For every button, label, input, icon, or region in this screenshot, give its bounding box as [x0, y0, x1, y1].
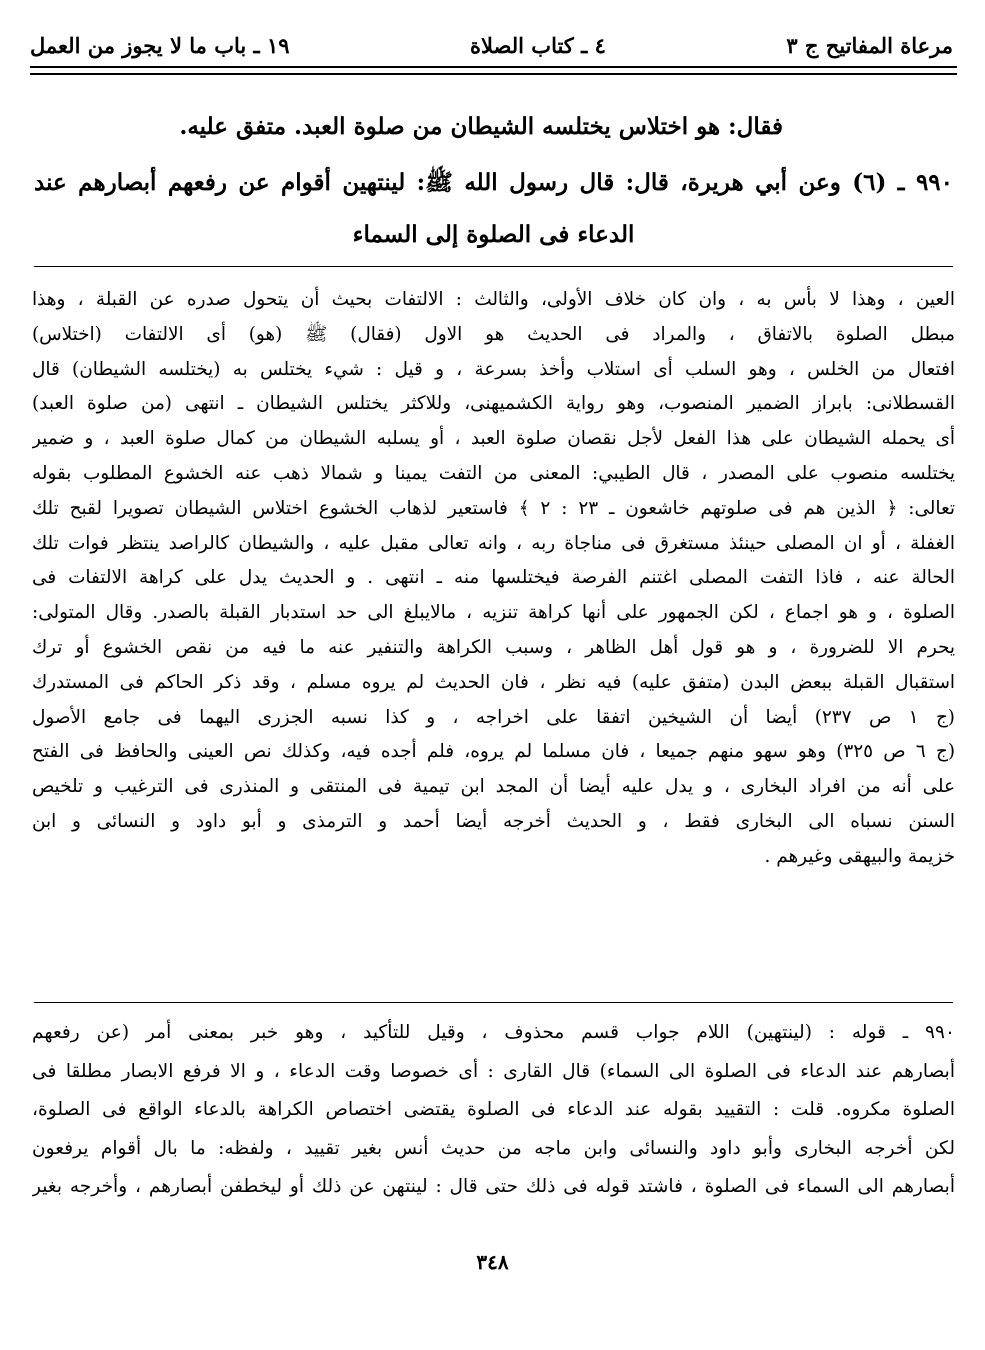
hadith-line-1: فقال: هو اختلاس يختلسه الشيطان من صلوة العبد. متفق عليه. [179, 113, 783, 140]
commentary-line: خزيمة والبيهقى وغيرهم . [764, 845, 955, 867]
note-line: أبصارهم عند الدعاء فى الصلوة الى السماء) قال القارى : أى خصوصا وقت الدعاء ، و الا فرفع الابصار مطلقا فى [32, 1060, 955, 1082]
commentary-line: يختلسه منصوب على المصدر ، قال الطيبي: المعنى من التفت يمينا و شمالا ذهب عنه الخشوع المطلوب بقوله [32, 462, 955, 484]
commentary-line: (ج ٦ ص ٣٢٥) وهو سهو منهم جميعا ، فان مسلما لم يروه، فلم أجده فيه، وكذلك نص العينى والحافظ فى الفتح [32, 741, 955, 763]
commentary-line: يحرم الا للضرورة ، و هو قول أهل الظاهر ، وسبب الكراهة والتنفير عنه ما فيه من نقص الخشوع أو ترك [32, 636, 955, 658]
commentary-line: استقبال القبلة ببعض البدن (متفق عليه) فيه نظر ، فان الحديث لم يروه مسلم ، وقد ذكر الحاكم فى المستدرك [32, 671, 955, 693]
commentary-line: أى يحمله الشيطان على هذا الفعل لأجل نقصان صلوة العبد ، أو يسلبه الشيطان من كمال صلوة العبد ، و ضمير [32, 428, 955, 450]
page-number: ٣٤٨ [476, 1250, 509, 1274]
header-book-title: مرعاة المفاتيح ج ٣ [786, 32, 953, 58]
commentary-line: الغفلة ، أو ان المصلى حينئذ مستغرق فى مناجاة ربه ، وانه تعالى مقبل عليه ، والشيطان كالراصد ينتظر فوات تلك [32, 532, 955, 554]
notes-block [32, 1014, 955, 1207]
notes-separator-rule [34, 1002, 953, 1003]
commentary-line: العين ، وهذا لا بأس به ، وان كان خلاف الأولى، والثالث : الالتفات بحيث أن يتحول صدره عن القبلة ، وهذا [32, 289, 955, 310]
commentary-line: السنن نسباه الى البخارى فقط ، و الحديث أخرجه أيضا أحمد و الترمذى و أبو داود و النسائى و ابن [32, 810, 955, 832]
hadith-line-2: ٩٩٠ ـ (٦) وعن أبي هريرة، قال: قال رسول الله ﷺ: لينتهين أقوام عن رفعهم أبصارهم عند [34, 169, 953, 196]
commentary-line: الصلوة ، و هو اجماع ، لكن الجمهور على أنها كراهة تنزيه ، مالايبلغ الى حد استدبار القبلة بالصدر. وقال المتولى: [32, 602, 955, 624]
note-line: ٩٩٠ ـ قوله : (لينتهين) اللام جواب قسم محذوف ، وقيل للتأكيد ، وهو خبر بمعنى أمر (عن رفعهم [32, 1022, 955, 1043]
commentary-line: القسطلانى: بابراز الضمير المنصوب، وهو رواية الكشميهنى، وللاكثر يختلس الشيطان ـ انتهى (من صلوة العبد) [32, 393, 955, 415]
note-line: أبصارهم الى السماء فى الصلوة ، فاشتد قوله فى ذلك حتى قال : لينتهن عن ذلك أو ليخطفن أبصارهم ، وأخرجه بغير [32, 1176, 955, 1198]
commentary-line: افتعال من الخلس ، وهو السلب أى استلاب وأخذ بسرعة ، و قيل : شيء يختلس به (يختلسه الشيطان) قال [32, 358, 955, 380]
commentary-line: مبطل الصلوة بالاتفاق ، والمراد فى الحديث هو الاول (فقال) ﷺ (هو) أى الالتفات (اختلاس) [32, 323, 955, 345]
commentary-block [32, 283, 955, 875]
commentary-line: (ج ١ ص ٢٣٧) أيضا أن الشيخين اتفقا على اخراجه ، و كذا نسبه الجزرى اليهما فى جامع الأصول [32, 706, 955, 728]
note-line: لكن أخرجه البخارى وأبو داود والنسائى وابن ماجه من حديث أنس بغير تقييد ، ولفظه: ما بال أقوام يرفعون [32, 1137, 955, 1159]
commentary-line: تعالى: ﴿ الذين هم فى صلوتهم خاشعون ـ ٢٣ : ٢ ﴾ فاستعير لذهاب الخشوع اختلاس الشيطان تصويرا لقبح تلك [32, 497, 955, 519]
commentary-line: على أنه من افراد البخارى ، و يدل عليه أيضا أن المجد ابن تيمية فى المنتقى و المنذرى فى الترغيب و تلخيص [32, 776, 955, 798]
hadith-line-3: الدعاء فى الصلوة إلى السماء [352, 221, 635, 248]
header-section: ١٩ ـ باب ما لا يجوز من العمل [30, 32, 290, 58]
note-line: الصلوة مكروه. قلت : التقييد بقوله عند الدعاء فى الصلوة يقتضى اختصاص الكراهة بالدعاء الواقع فى الصلوة، [32, 1099, 955, 1121]
hadith-separator-rule [34, 266, 953, 267]
commentary-line: الحالة عنه ، فاذا التفت المصلى اغتنم الفرصة فيختلسها منه ـ انتهى . و الحديث يدل على كراهة الالتفات فى [32, 567, 955, 589]
running-header [30, 28, 953, 62]
header-chapter: ٤ ـ كتاب الصلاة [470, 32, 606, 58]
header-double-rule [30, 66, 957, 75]
